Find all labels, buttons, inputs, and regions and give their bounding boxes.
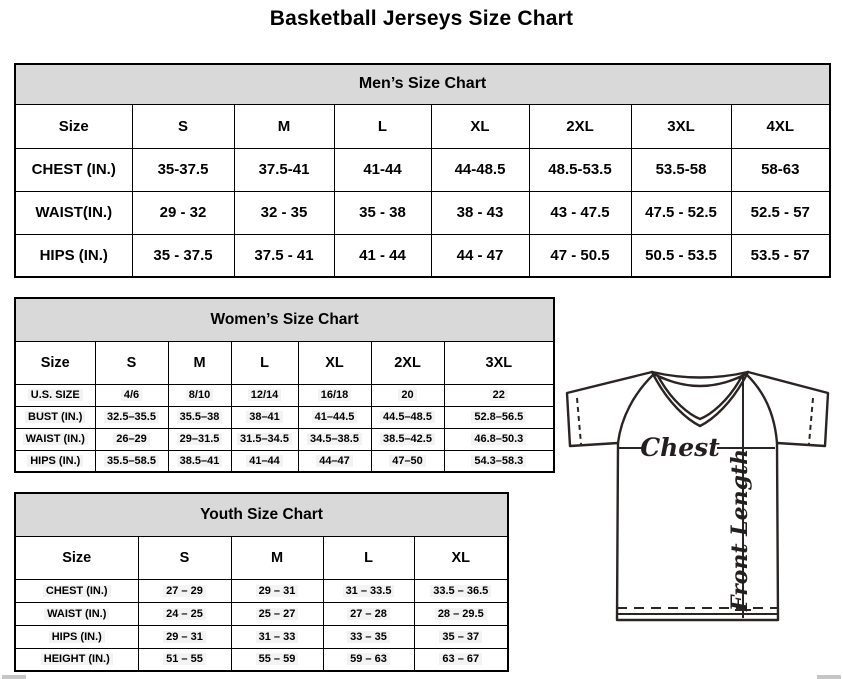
size-value: 55 – 59 xyxy=(256,653,299,665)
size-cell xyxy=(168,428,231,450)
womens-size-chart xyxy=(14,297,555,473)
size-cell xyxy=(444,384,554,406)
front-length-label: Front Length xyxy=(727,448,753,612)
row-label xyxy=(15,602,138,625)
size-cell: 53.5-58 xyxy=(631,148,731,191)
row-label: HIPS (IN.) xyxy=(15,234,132,277)
size-cell: 50.5 - 53.5 xyxy=(631,234,731,277)
size-value: 20 xyxy=(398,389,416,401)
size-value: 32.5–35.5 xyxy=(104,411,159,423)
size-cell xyxy=(138,579,231,602)
column-header: Size xyxy=(15,104,132,148)
sleeve-cuff-dashed-left xyxy=(577,398,581,444)
size-cell: 47 - 50.5 xyxy=(529,234,631,277)
column-header: XL xyxy=(431,104,529,148)
row-label-text: WAIST (IN.) xyxy=(23,433,88,445)
size-value: 31 – 33 xyxy=(256,631,299,643)
size-cell xyxy=(168,406,231,428)
size-cell: 41 - 44 xyxy=(334,234,431,277)
size-value: 41–44 xyxy=(246,455,283,467)
size-cell xyxy=(138,625,231,648)
size-cell xyxy=(444,450,554,472)
womens-chart-title: Women’s Size Chart xyxy=(15,298,554,341)
column-header: M xyxy=(234,104,334,148)
size-value: 63 – 67 xyxy=(439,653,482,665)
size-value: 4/6 xyxy=(121,389,142,401)
size-value: 16/18 xyxy=(318,389,352,401)
column-header: S xyxy=(132,104,234,148)
size-cell xyxy=(371,384,444,406)
size-cell: 52.5 - 57 xyxy=(731,191,830,234)
size-cell xyxy=(231,406,298,428)
size-cell xyxy=(168,450,231,472)
size-cell xyxy=(231,579,323,602)
size-value: 28 – 29.5 xyxy=(435,608,487,620)
size-cell xyxy=(95,428,168,450)
size-value: 29 – 31 xyxy=(163,631,206,643)
mens-chart-title: Men’s Size Chart xyxy=(15,64,830,104)
jersey-measurement-diagram xyxy=(550,358,840,658)
row-label-text: WAIST (IN.) xyxy=(44,608,109,620)
size-cell xyxy=(444,428,554,450)
column-header: L xyxy=(323,536,414,579)
size-value: 31.5–34.5 xyxy=(237,433,292,445)
column-header: Size xyxy=(15,536,138,579)
size-value: 46.8–50.3 xyxy=(471,433,526,445)
size-cell xyxy=(231,648,323,671)
column-header: L xyxy=(334,104,431,148)
size-cell: 35-37.5 xyxy=(132,148,234,191)
column-header: M xyxy=(168,341,231,384)
size-cell xyxy=(414,579,508,602)
size-cell: 35 - 37.5 xyxy=(132,234,234,277)
size-value: 22 xyxy=(490,389,508,401)
size-cell xyxy=(231,428,298,450)
row-label xyxy=(15,428,95,450)
size-value: 38.5–41 xyxy=(177,455,223,467)
size-value: 41–44.5 xyxy=(312,411,358,423)
size-value: 54.3–58.3 xyxy=(471,455,526,467)
size-value: 27 – 28 xyxy=(347,608,390,620)
size-cell: 53.5 - 57 xyxy=(731,234,830,277)
size-value: 29–31.5 xyxy=(177,433,223,445)
column-header: S xyxy=(138,536,231,579)
size-value: 52.8–56.5 xyxy=(471,411,526,423)
size-value: 44.5–48.5 xyxy=(380,411,435,423)
size-cell xyxy=(414,625,508,648)
column-header: XL xyxy=(298,341,371,384)
mens-size-chart xyxy=(14,63,831,278)
row-label xyxy=(15,384,95,406)
size-cell xyxy=(414,602,508,625)
youth-size-chart xyxy=(14,492,509,672)
size-cell: 38 - 43 xyxy=(431,191,529,234)
size-value: 51 – 55 xyxy=(163,653,206,665)
column-header: 2XL xyxy=(529,104,631,148)
size-cell xyxy=(323,625,414,648)
size-cell xyxy=(298,406,371,428)
size-cell xyxy=(138,602,231,625)
size-cell xyxy=(444,406,554,428)
size-cell xyxy=(231,625,323,648)
size-cell: 44-48.5 xyxy=(431,148,529,191)
size-cell xyxy=(231,384,298,406)
size-value: 33 – 35 xyxy=(347,631,390,643)
size-cell xyxy=(168,384,231,406)
row-label xyxy=(15,450,95,472)
size-cell: 41-44 xyxy=(334,148,431,191)
column-header: S xyxy=(95,341,168,384)
size-cell xyxy=(298,428,371,450)
size-cell xyxy=(323,648,414,671)
size-cell: 47.5 - 52.5 xyxy=(631,191,731,234)
size-value: 27 – 29 xyxy=(163,585,206,597)
column-header: M xyxy=(231,536,323,579)
size-value: 38.5–42.5 xyxy=(380,433,435,445)
size-cell xyxy=(95,384,168,406)
jersey-collar-vneck-inner xyxy=(658,376,742,419)
size-cell xyxy=(371,450,444,472)
page-title: Basketball Jerseys Size Chart xyxy=(269,7,574,30)
sleeve-cuff-dashed-right xyxy=(809,398,813,444)
size-cell: 37.5 - 41 xyxy=(234,234,334,277)
size-value: 12/14 xyxy=(248,389,282,401)
size-cell: 32 - 35 xyxy=(234,191,334,234)
size-cell: 35 - 38 xyxy=(334,191,431,234)
youth-chart-title: Youth Size Chart xyxy=(15,493,508,536)
row-label-text: U.S. SIZE xyxy=(28,389,83,401)
size-value: 35 – 37 xyxy=(439,631,482,643)
size-cell xyxy=(414,648,508,671)
row-label: CHEST (IN.) xyxy=(15,148,132,191)
column-header: 3XL xyxy=(631,104,731,148)
size-cell xyxy=(298,450,371,472)
size-cell xyxy=(323,579,414,602)
size-cell xyxy=(231,450,298,472)
size-cell: 44 - 47 xyxy=(431,234,529,277)
row-label xyxy=(15,648,138,671)
size-value: 35.5–38 xyxy=(177,411,223,423)
column-header: 4XL xyxy=(731,104,830,148)
size-cell: 48.5-53.5 xyxy=(529,148,631,191)
column-header: XL xyxy=(414,536,508,579)
row-label-text: HIPS (IN.) xyxy=(49,631,105,643)
scrollbar-fragment-left[interactable] xyxy=(2,675,26,679)
row-label xyxy=(15,406,95,428)
size-cell: 43 - 47.5 xyxy=(529,191,631,234)
column-header: Size xyxy=(15,341,95,384)
size-cell xyxy=(298,384,371,406)
size-value: 24 – 25 xyxy=(163,608,206,620)
size-cell: 58-63 xyxy=(731,148,830,191)
jersey-collar xyxy=(652,372,748,378)
size-cell: 29 - 32 xyxy=(132,191,234,234)
row-label-text: HEIGHT (IN.) xyxy=(41,653,113,665)
chest-label: Chest xyxy=(640,433,720,462)
size-value: 44–47 xyxy=(316,455,353,467)
column-header: 3XL xyxy=(444,341,554,384)
size-value: 31 – 33.5 xyxy=(343,585,395,597)
size-cell xyxy=(371,428,444,450)
size-value: 26–29 xyxy=(113,433,150,445)
jersey-outline xyxy=(567,372,828,620)
row-label-text: BUST (IN.) xyxy=(25,411,85,423)
size-cell xyxy=(95,406,168,428)
size-value: 29 – 31 xyxy=(256,585,299,597)
size-cell: 37.5-41 xyxy=(234,148,334,191)
size-value: 47–50 xyxy=(389,455,426,467)
scrollbar-fragment-right[interactable] xyxy=(817,675,841,679)
size-value: 8/10 xyxy=(186,389,213,401)
size-cell xyxy=(95,450,168,472)
size-value: 59 – 63 xyxy=(347,653,390,665)
size-value: 34.5–38.5 xyxy=(307,433,362,445)
size-cell xyxy=(138,648,231,671)
size-value: 33.5 – 36.5 xyxy=(430,585,491,597)
size-value: 35.5–58.5 xyxy=(104,455,159,467)
size-cell xyxy=(323,602,414,625)
column-header: 2XL xyxy=(371,341,444,384)
row-label xyxy=(15,579,138,602)
row-label: WAIST(IN.) xyxy=(15,191,132,234)
jersey-seam-right xyxy=(746,374,777,443)
size-cell xyxy=(231,602,323,625)
row-label-text: CHEST (IN.) xyxy=(43,585,111,597)
size-value: 38–41 xyxy=(246,411,283,423)
row-label xyxy=(15,625,138,648)
row-label-text: HIPS (IN.) xyxy=(27,455,83,467)
size-cell xyxy=(371,406,444,428)
column-header: L xyxy=(231,341,298,384)
size-value: 25 – 27 xyxy=(256,608,299,620)
